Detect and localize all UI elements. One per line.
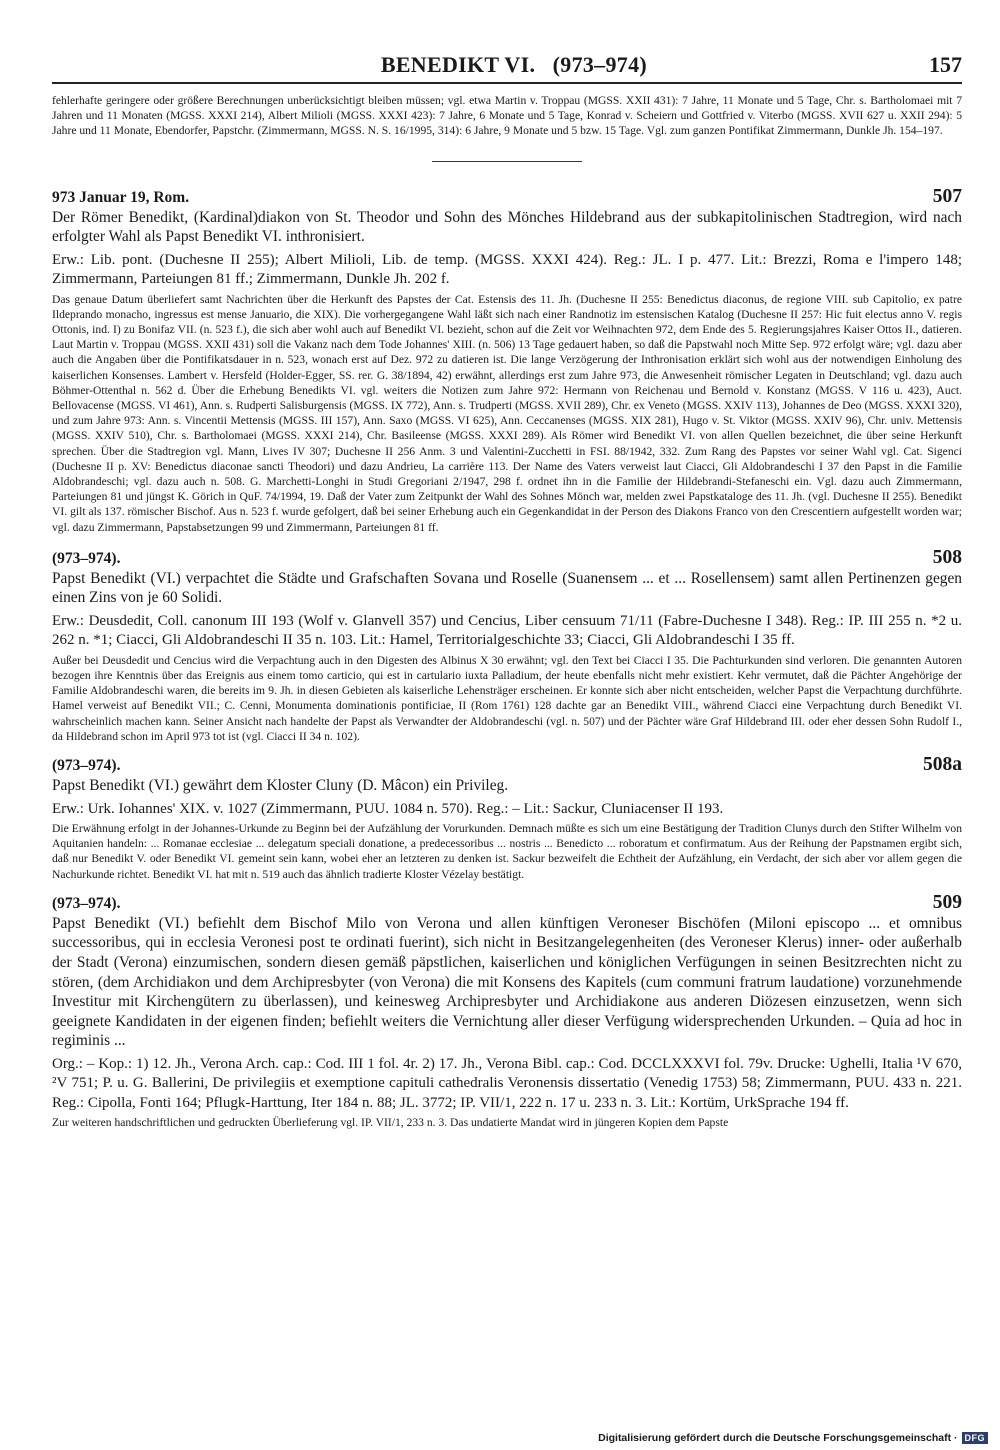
entry-509-commentary: Zur weiteren handschriftlichen und gedruckten Überlieferung vgl. IP. VII/1, 233 n. 3. Das undatierte Mandat wird in jüngeren Kopien dem Papste [52,1116,729,1130]
entry-508-references: Erw.: Deusdedit, Coll. canonum III 193 (Wolf v. Glanvell 357) und Cencius, Liber censuum 71/11 (Fabre-Duchesne I 348). Reg.: IP. III 255 n. *2 u. 262 n. *1; Ciacci, Gli Aldobrandeschi II 35 n. 103. Lit.: Hamel, Territorialgeschichte 33; Ciacci, Gli Aldobrandeschi I 35 ff. [52,613,962,649]
footer-credit-text: Digitalisierung gefördert durch die Deutsche Forschungsgemeinschaft · [598,1432,958,1444]
entry-508a-date: (973–974). [52,757,121,775]
page-header [52,50,962,84]
entry-509-summary: Papst Benedikt (VI.) befiehlt dem Bischof Milo von Verona und allen künftigen Veroneser Bischöfen (Miloni episcopo ... et omnibus successoribus, qui in ecclesia Veronesi post te ordinati fuerint), sich nicht in Besitzangelegenheiten (des Veroneser Klerus) inner- oder außerhalb der Stadt (Verona) einzumischen, sondern diesen gemäß päpstlichen, kaiserlichen und königlichen Verfügungen in seinen Besitzrechten nicht zu stören, (dem Archidiakon und dem Archipresbyter (von Verona) die mit Konsens des Kapitels (cum communi fratrum laudatione) vorzunehmende Investitur mit Kirchengütern zu überlassen), und keinesweg Archipresbyter und Archidiakone aus anderen Diözesen einzusetzen, wenn sich geeignete Kandidaten in der eigenen finden; befiehlt weiters die Vernichtung aller dieser Verfügung widersprechenden Urkunden. – Quia ad hoc in regiminis ... [52,914,962,1050]
entry-508a-number: 508a [923,754,962,776]
entry-508a [52,754,962,882]
entry-508a-references: Erw.: Urk. Iohannes' XIX. v. 1027 (Zimmermann, PUU. 1084 n. 570). Reg.: – Lit.: Sackur, Cluniacenser II 193. [52,800,724,817]
entry-509 [52,892,962,1131]
entry-507-number: 507 [932,185,962,207]
intro-note: fehlerhafte geringere oder größere Berechnungen unberücksichtigt bleiben müssen; vgl. etwa Martin v. Troppau (MGSS. XXII 431): 7 Jahre, 11 Monate und 5 Tage, Chr. s. Bartholomaei mit 7 Jahren und 11 Monaten (MGSS. XXXI 214), Albert Milioli (MGSS. XXXI 423): 7 Jahre, 6 Monate und 5 Tage, Konrad v. Scheiern und Gottfried v. Viterbo (MGSS. XVII 627 u. XXII 294): 5 Jahre und 11 Monate, Ebendorfer, Papstchr. (Zimmermann, MGSS. N. S. 16/1995, 314): 6 Jahre, 9 Monate und 5 bzw. 15 Tage. Vgl. zum ganzen Pontifikat Zimmermann, Dunkle Jh. 154–197. [52,94,962,138]
section-divider [432,161,582,162]
entry-509-number: 509 [932,891,962,913]
entry-508a-commentary: Die Erwähnung erfolgt in der Johannes-Urkunde zu Beginn bei der Aufzählung der Vorurkunden. Demnach müßte es sich um eine Bestätigung der Tradition Clunys durch den Stifter Wilhelm von Aquitanien handeln: ... Romanae ecclesiae ... delegatum speciali donatione, a predecessoribus ... nostris ... Benedicto ... roboratum et confirmatum. Aus der Reihung der Papstnamen ergibt sich, daß nur Benedikt V. oder Benedikt VI. gemeint sein kann, wobei eher an letzteren zu denken ist. Sackur bezweifelt die Echtheit der Aufzählung, ein Verdacht, der sich aber vor allem gegen die Nachurkunde richtet. Benedikt VI. hat mit n. 519 auch das ähnlich tradierte Kloster Vézelay bestätigt. [52,822,962,881]
running-title: BENEDIKT VI. (973–974) [380,52,647,77]
entry-507-references: Erw.: Lib. pont. (Duchesne II 255); Albert Milioli, Lib. de temp. (MGSS. XXXI 424). Reg.: JL. I p. 477. Lit.: Brezzi, Roma e l'impero 148; Zimmermann, Parteiungen 81 ff.; Zimmermann, Dunkle Jh. 202 f. [52,251,962,288]
dfg-logo-icon: DFG [962,1432,989,1444]
page-number: 157 [929,52,962,77]
digitization-footer [598,1432,988,1444]
entry-509-heading [52,892,962,914]
page [52,50,962,1130]
entry-508a-heading [52,754,962,776]
entry-509-references: Org.: – Kop.: 1) 12. Jh., Verona Arch. cap.: Cod. III 1 fol. 4r. 2) 17. Jh., Verona Bibl. cap.: Cod. DCCLXXXVI fol. 79v. Drucke: Ughelli, Italia ¹V 670, ²V 751; P. u. G. Ballerini, De privilegiis et exemptione capituli cathedralis Veronensis dissertatio (Venedig 1753) 58; Zimmermann, PUU. 433 n. 221. Reg.: Cipolla, Fonti 164; Pflugk-Harttung, Iter 184 n. 88; JL. 3772; IP. VII/1, 222 n. 17 u. 233 n. 3. Lit.: Kortüm, UrkSprache 194 ff. [52,1056,962,1111]
entry-508-summary: Papst Benedikt (VI.) verpachtet die Städte und Grafschaften Sovana und Roselle (Suanensem ... et ... Rosellensem) samt allen Pertinenzen gegen einen Zins von je 60 Solidi. [52,569,962,607]
entry-508-heading [52,547,962,569]
entry-509-date: (973–974). [52,894,121,912]
entry-508-number: 508 [932,546,962,568]
entry-507-heading [52,186,962,208]
entry-508-commentary: Außer bei Deusdedit und Cencius wird die Verpachtung auch in den Digesten des Albinus X 30 erwähnt; vgl. den Text bei Ciacci I 35. Die Pachturkunden sind verloren. Die genannten Autoren bezogen ihre Kenntnis über das Ereignis aus einem tomo carticio, qui est in cartulario iuxta Palladium, der heute ebenfalls nicht mehr existiert. Kehr vermutet, daß die Pächter Angehörige der Familie Aldobrandeschi waren, die bereits im 9. Jh. in diesen Gebieten als kaiserliche Lehensträger erscheinen. Er konnte sich aber nicht entscheiden, welcher Papst die Verpachtung durchführte. Hamel verweist auf Benedikt VII.; C. Cenni, Monumenta dominationis pontificiae, II (Rom 1761) 128 dachte gar an Benedikt VIII., während Ciacci eine Verpachtung durch Benedikt VI. wahrscheinlich machen kann. Seiner Ansicht nach handelte der Papst als Verwandter der Aldobrandeschi (vgl. n. 507) und der Pächter wäre Graf Hildebrand III. oder eher dessen Sohn Rudolf I., da Hildebrand schon im April 973 tot ist (vgl. Ciacci II 34 n. 102). [52,653,962,743]
entry-507-date: 973 Januar 19, Rom. [52,188,190,206]
entry-507-commentary: Das genaue Datum überliefert samt Nachrichten über die Herkunft des Papstes der Cat. Estensis des 11. Jh. (Duchesne II 255: Benedictus diaconus, de regione VIII. sub Capitolio, ex patre Ildeprando monacho, ingressus est mense Januario, die XIX). Die vorhergegangene Wahl läßt sich nach einer Randnotiz im estensischen Katalog (Duchesne II 257: Hic fuit electus anno V. regis Ottonis, ind. I) zu Bonifaz VII. (n. 523 f.), die sich aber wohl auch auf Benedikt VI. bezieht, schon auf die Zeit vor Weihnachten 972, dem Ende des 5. Regierungsjahres Kaiser Ottos II., datieren. Laut Martin v. Troppau (MGSS. XXII 431) soll die Vakanz nach dem Tode Johannes' XIII. (n. 506) 13 Tage gedauert haben, so daß die Papstwahl noch Mitte Sep. 972 erfolgt wäre; vgl. dazu aber auch die Angaben über die Pontifikatsdauer in n. 523, wonach erst auf Dez. 972 zu datieren ist. Die lange Verzögerung der Inthronisation erklärt sich wohl aus der notwendigen Einholung des kaiserlichen Konsenses. Lambert v. Hersfeld (Holder-Egger, SS. rer. G. 38/1894, 42) erwähnt, allerdings erst zum Jahre 973, die Anwesenheit römischer Legaten in Deutschland; vgl. dazu auch Böhmer-Ottenthal n. 562 d. Über die Erhebung Benedikts VI. vgl. weiters die Notizen zum Jahre 972: Hermann von Reichenau und Bernold v. Konstanz (MGSS. V 116 u. 423), Auct. Bellovacense (MGSS. VI 461), Ann. s. Rudperti Salisburgensis (MGSS. IX 772), Ann. s. Trudperti (MGSS. XVII 289), Chr. ex Veneto (MGSS. XXIV 113), Johannes de Deo (MGSS. XXXI 320), und zum Jahre 973: Ann. s. Vincentii Mettensis (MGSS. III 157), Ann. Saxo (MGSS. VI 625), Ann. Ceccanenses (MGSS. XIX 281), Hugo v. St. Viktor (MGSS. XXIV 96), Chr. univ. Mettensis (MGSS. XXIV 510), Chr. s. Bartholomaei (MGSS. XXXI 214), Chr. Basileense (MGSS. XXXI 289). Als Römer wird Benedikt VI. von allen Quellen bezeichnet, die über seine Herkunft sprechen. Über die Stadtregion vgl. Mann, Lives IV 307; Duchesne II 256 Anm. 3 und Valentini-Zucchetti in FSI. 88/1942, 332. Zum Rang des Papstes vor seiner Wahl vgl. Cat. Sigenci (Duchesne II p. XV: Benedictus diaconae sancti Theodori) und dazu Andrieu, La carrière 113. Der Name des Vaters verweist laut Ciacci, Gli Aldobrandeschi I 37 den Papst in die Familie Aldobrandeschi; vgl. dazu auch n. 508. G. Marchetti-Longhi in Studi Gregoriani 2/1947, 298 f. ordnet ihn in die Familie der Hildebrandi-Stefaneschi ein. Vgl. dazu auch Zimmermann, Parteiungen 81 und jüngst K. Görich in QuF. 74/1994, 19. Daß der Vater zum Zeitpunkt der Wahl des Sohnes Mönch war, melden zwei Papstkataloge des 11. Jh. (vgl. Duchesne II 255). Benedikt VI. gilt als 137. römischer Bischof. Aus n. 523 f. wurde gefolgert, daß bei seiner Erhebung auch ein Gegenkandidat in der Person des Diakons Franco von den Crescentiern aufgestellt worden war; vgl. dazu Zimmermann, Papstabsetzungen 99 und Zimmermann, Parteiungen 81 ff. [52,292,962,534]
entry-508 [52,547,962,744]
entry-507 [52,186,962,535]
entry-507-summary: Der Römer Benedikt, (Kardinal)diakon von St. Theodor und Sohn des Mönches Hildebrand aus der subkapitolinischen Stadtregion, wird nach erfolgter Wahl als Papst Benedikt VI. inthronisiert. [52,208,962,246]
entry-508-date: (973–974). [52,549,121,567]
entry-508a-summary: Papst Benedikt (VI.) gewährt dem Kloster Cluny (D. Mâcon) ein Privileg. [52,777,509,795]
